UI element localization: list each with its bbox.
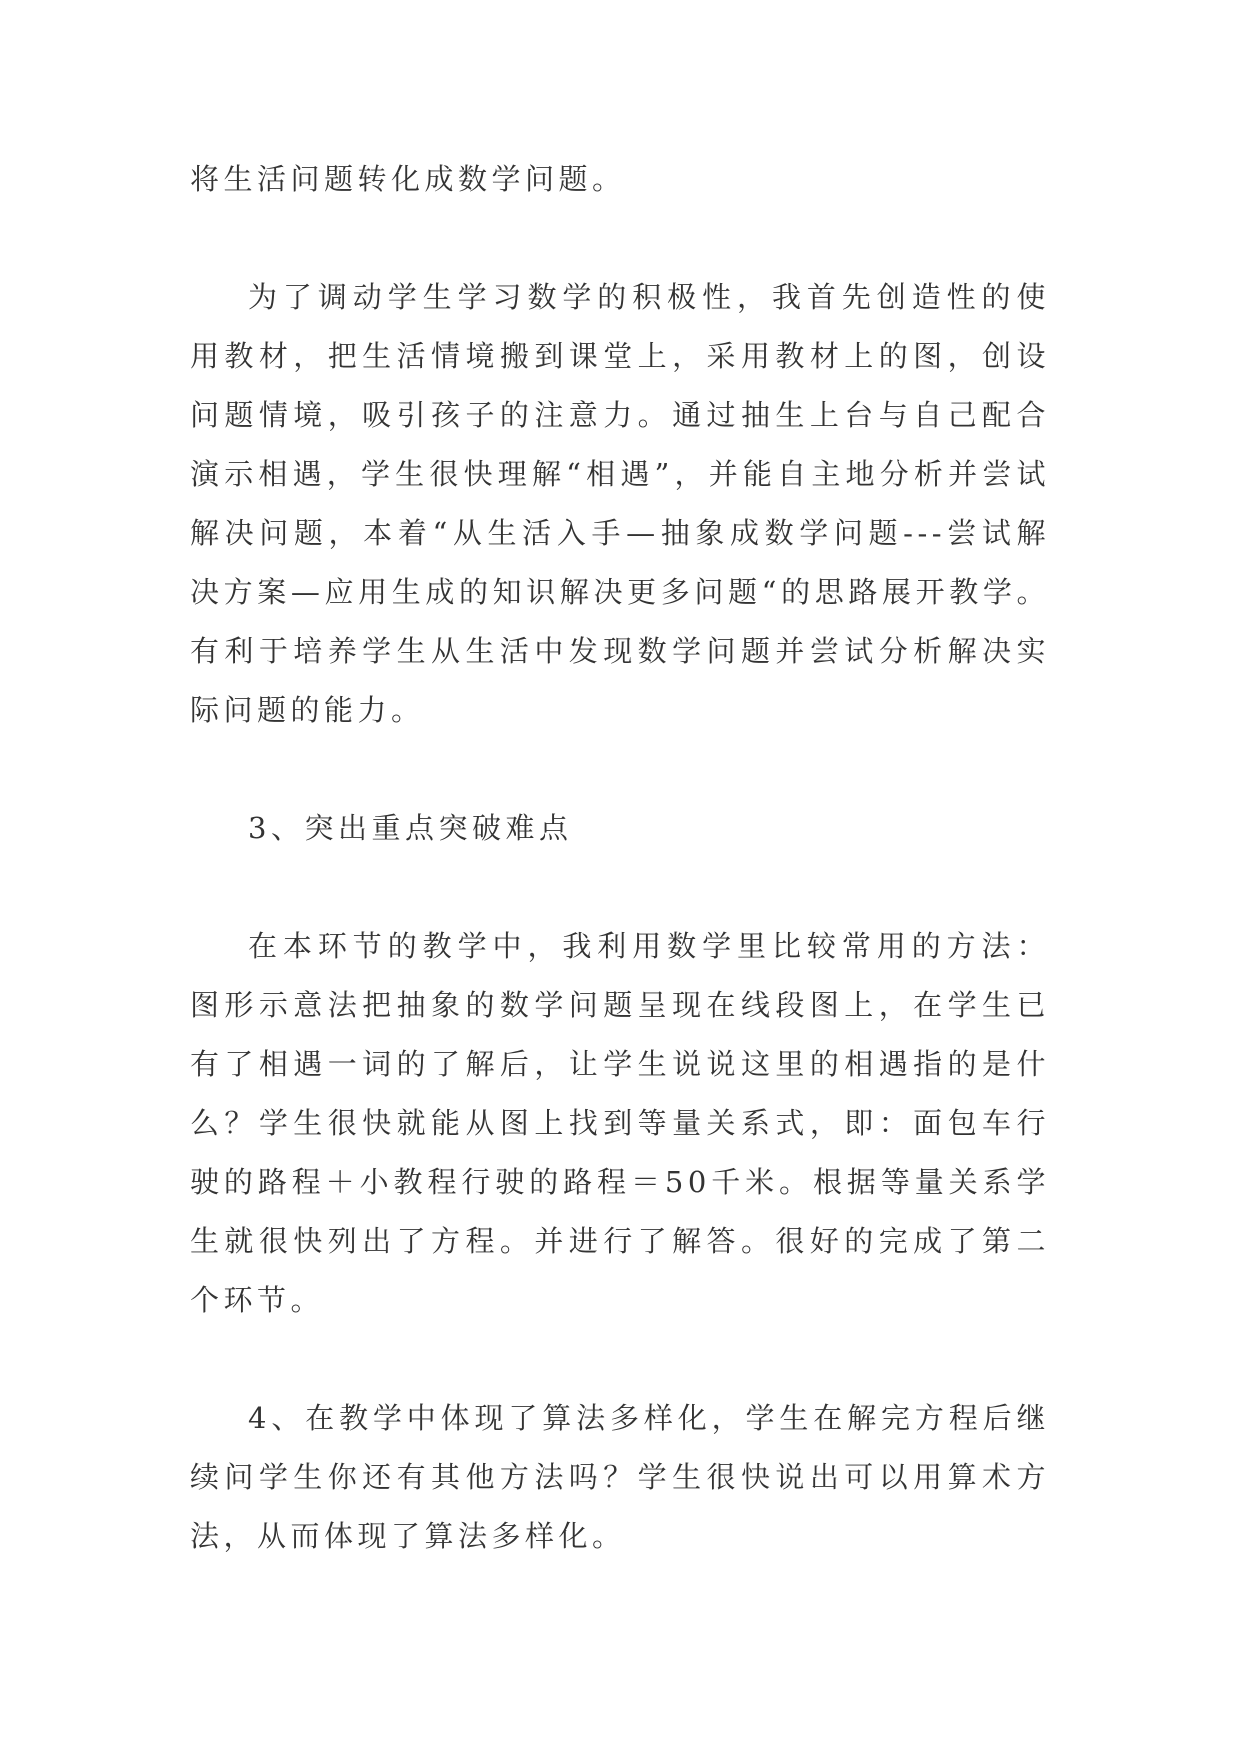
document-body bbox=[190, 150, 1050, 1566]
paragraph-key-points: 在本环节的教学中，我利用数学里比较常用的方法：图形示意法把抽象的数学问题呈现在线段图上，在学生已有了相遇一词的了解后，让学生说说这里的相遇指的是什么？学生很快就能从图上找到等量关系式，即：面包车行驶的路程＋小教程行驶的路程＝50千米。根据等量关系学生就很快列出了方程。并进行了解答。很好的完成了第二个环节。 bbox=[190, 929, 1050, 1317]
section-heading-3: 3、突出重点突破难点 bbox=[248, 811, 573, 845]
paragraph-teaching-method: 为了调动学生学习数学的积极性，我首先创造性的使用教材，把生活情境搬到课堂上，采用教材上的图，创设问题情境，吸引孩子的注意力。通过抽生上台与自己配合演示相遇，学生很快理解“相遇”，并能自主地分析并尝试解决问题，本着“从生活入手—抽象成数学问题---尝试解决方案—应用生成的知识解决更多问题“的思路展开教学。有利于培养学生从生活中发现数学问题并尝试分析解决实际问题的能力。 bbox=[190, 280, 1050, 727]
paragraph-algorithm-diversity: 4、在教学中体现了算法多样化，学生在解完方程后继续问学生你还有其他方法吗？学生很快说出可以用算术方法，从而体现了算法多样化。 bbox=[190, 1401, 1050, 1553]
paragraph-intro-continuation: 将生活问题转化成数学问题。 bbox=[190, 162, 626, 196]
